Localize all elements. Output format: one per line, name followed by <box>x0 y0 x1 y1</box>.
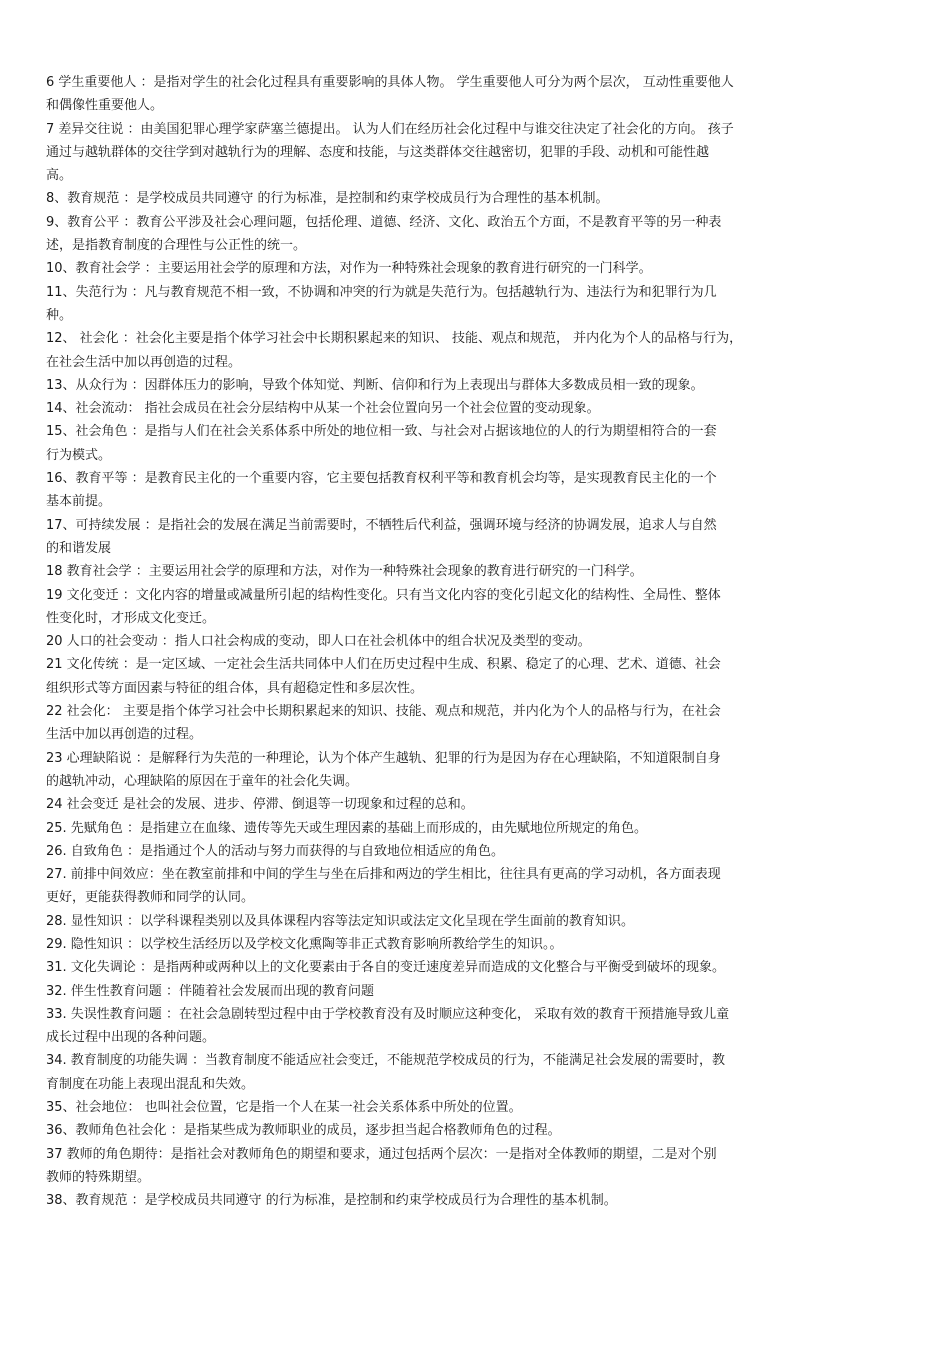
entry-line: 和偶像性重要他人。 <box>46 98 164 114</box>
definition-entry <box>46 514 910 561</box>
entry-line: 37 教师的角色期待：是指社会对教师角色的期望和要求，通过包括两个层次：一是指对全体教师的期望，二是对个别 <box>46 1146 717 1162</box>
definition-entry <box>46 211 910 258</box>
definition-entry <box>46 420 910 467</box>
entry-line: 24 社会变迁 是社会的发展、进步、停滞、倒退等一切现象和过程的总和。 <box>46 797 474 813</box>
entry-line: 在社会生活中加以再创造的过程。 <box>46 354 242 370</box>
definition-entry <box>46 817 910 840</box>
definition-entry <box>46 397 910 420</box>
entry-line: 11、失范行为 ：凡与教育规范不相一致，不协调和冲突的行为就是失范行为。包括越轨行为、违法行为和犯罪行为几 <box>46 284 717 300</box>
definition-entry <box>46 374 910 397</box>
definition-entry <box>46 910 910 933</box>
entry-line: 29. 隐性知识 ：以学校生活经历以及学校文化熏陶等非正式教育影响所教给学生的知识。。 <box>46 936 563 952</box>
definition-entry <box>46 793 910 816</box>
definition-entry <box>46 840 910 863</box>
entry-line: 更好，更能获得教师和同学的认同。 <box>46 890 255 906</box>
entry-line: 35、社会地位： 也叫社会位置，它是指一个人在某一社会关系体系中所处的位置。 <box>46 1100 522 1116</box>
entry-line: 38、教育规范 ：是学校成员共同遵守 的行为标准，是控制和约束学校成员行为合理性的基本机制。 <box>46 1193 617 1209</box>
definition-entry <box>46 1189 910 1212</box>
definition-entry <box>46 1143 910 1190</box>
entry-line: 生活中加以再创造的过程。 <box>46 727 203 743</box>
entry-line: 性变化时，才形成文化变迁。 <box>46 610 216 626</box>
entry-line: 18 教育社会学 ：主要运用社会学的原理和方法，对作为一种特殊社会现象的教育进行研究的一门科学。 <box>46 564 643 580</box>
entry-line: 20 人口的社会变动 ：指人口社会构成的变动，即人口在社会机体中的组合状况及类型的变动。 <box>46 634 591 650</box>
entry-line: 19 文化变迁 ：文化内容的增量或减量所引起的结构性变化。只有当文化内容的变化引起文化的结构性、全局性、整体 <box>46 587 721 603</box>
entry-line: 15、社会角色 ：是指与人们在社会关系体系中所处的地位相一致、与社会对占据该地位的人的行为期望相符合的一套 <box>46 424 717 440</box>
definition-entry <box>46 560 910 583</box>
entry-line: 高。 <box>46 168 73 184</box>
entry-line: 8、教育规范 ：是学校成员共同遵守 的行为标准，是控制和约束学校成员行为合理性的基本机制。 <box>46 191 609 207</box>
definition-list <box>46 71 910 1213</box>
entry-line: 17、可持续发展 ：是指社会的发展在满足当前需要时，不牺牲后代利益，强调环境与经济的协调发展，追求人与自然 <box>46 517 717 533</box>
definition-entry <box>46 700 910 747</box>
entry-line: 12、 社会化 ：社会化主要是指个体学习社会中长期积累起来的知识、 技能、观点和规范， 并内化为个人的品格与行为， <box>46 331 743 347</box>
entry-line: 行为模式。 <box>46 447 112 463</box>
definition-entry <box>46 467 910 514</box>
entry-line: 21 文化传统 ：是一定区域、一定社会生活共同体中人们在历史过程中生成、积累、稳定了的心理、艺术、道德、社会 <box>46 657 721 673</box>
definition-entry <box>46 933 910 956</box>
entry-line: 述，是指教育制度的合理性与公正性的统一。 <box>46 238 307 254</box>
entry-line: 组织形式等方面因素与特征的组合体，具有超稳定性和多层次性。 <box>46 680 424 696</box>
definition-entry <box>46 630 910 653</box>
entry-line: 7 差异交往说 ：由美国犯罪心理学家萨塞兰德提出。 认为人们在经历社会化过程中与谁交往决定了社会化的方向。 孩子 <box>46 121 734 137</box>
definition-entry <box>46 747 910 794</box>
entry-line: 16、教育平等 ：是教育民主化的一个重要内容，它主要包括教育权利平等和教育机会均等，是实现教育民主化的一个 <box>46 471 717 487</box>
entry-line: 25. 先赋角色 ：是指建立在血缘、遗传等先天或生理因素的基础上而形成的，由先赋地位所规定的角色。 <box>46 820 647 836</box>
entry-line: 36、教师角色社会化 ：是指某些成为教师职业的成员，逐步担当起合格教师角色的过程。 <box>46 1123 561 1139</box>
entry-line: 10、教育社会学 ：主要运用社会学的原理和方法，对作为一种特殊社会现象的教育进行研究的一门科学。 <box>46 261 652 277</box>
definition-entry <box>46 1049 910 1096</box>
definition-entry <box>46 187 910 210</box>
entry-line: 27. 前排中间效应：坐在教室前排和中间的学生与坐在后排和两边的学生相比，往往具有更高的学习动机，各方面表现 <box>46 867 721 883</box>
entry-line: 14、社会流动： 指社会成员在社会分层结构中从某一个社会位置向另一个社会位置的变动现象。 <box>46 401 600 417</box>
definition-entry <box>46 327 910 374</box>
definition-entry <box>46 1119 910 1142</box>
definition-entry <box>46 1096 910 1119</box>
entry-line: 基本前提。 <box>46 494 112 510</box>
entry-line: 33. 失误性教育问题 ：在社会急剧转型过程中由于学校教育没有及时顺应这种变化， 采取有效的教育干预措施导致儿童 <box>46 1006 730 1022</box>
definition-entry <box>46 1003 910 1050</box>
entry-line: 34. 教育制度的功能失调 ：当教育制度不能适应社会变迁，不能规范学校成员的行为，不能满足社会发展的需要时，教 <box>46 1053 725 1069</box>
entry-line: 9、教育公平 ：教育公平涉及社会心理问题，包括伦理、道德、经济、文化、政治五个方面，不是教育平等的另一种表 <box>46 214 722 230</box>
definition-entry <box>46 956 910 979</box>
definition-entry <box>46 863 910 910</box>
entry-line: 成长过程中出现的各种问题。 <box>46 1030 216 1046</box>
entry-line: 的越轨冲动，心理缺陷的原因在于童年的社会化失调。 <box>46 773 359 789</box>
definition-entry <box>46 980 910 1003</box>
entry-line: 种。 <box>46 307 73 323</box>
definition-entry <box>46 71 910 118</box>
definition-entry <box>46 653 910 700</box>
entry-line: 23 心理缺陷说 ：是解释行为失范的一种理论，认为个体产生越轨、犯罪的行为是因为存在心理缺陷，不知道限制自身 <box>46 750 721 766</box>
entry-line: 28. 显性知识 ：以学科课程类别以及具体课程内容等法定知识或法定文化呈现在学生面前的教育知识。 <box>46 913 634 929</box>
entry-line: 31. 文化失调论 ：是指两种或两种以上的文化要素由于各自的变迁速度差异而造成的文化整合与平衡受到破坏的现象。 <box>46 960 725 976</box>
entry-line: 22 社会化： 主要是指个体学习社会中长期积累起来的知识、技能、观点和规范，并内化为个人的品格与行为，在社会 <box>46 704 721 720</box>
entry-line: 6 学生重要他人 ：是指对学生的社会化过程具有重要影响的具体人物。 学生重要他人可分为两个层次， 互动性重要他人 <box>46 75 734 90</box>
entry-line: 13、从众行为 ：因群体压力的影响，导致个体知觉、判断、信仰和行为上表现出与群体大多数成员相一致的现象。 <box>46 377 704 393</box>
entry-line: 32. 伴生性教育问题 ：伴随着社会发展而出现的教育问题 <box>46 983 374 999</box>
entry-line: 育制度在功能上表现出混乱和失效。 <box>46 1076 255 1092</box>
entry-line: 的和谐发展 <box>46 540 112 556</box>
definition-entry <box>46 257 910 280</box>
definition-entry <box>46 584 910 631</box>
definition-entry <box>46 281 910 328</box>
entry-line: 26. 自致角色 ：是指通过个人的活动与努力而获得的与自致地位相适应的角色。 <box>46 843 504 859</box>
entry-line: 通过与越轨群体的交往学到对越轨行为的理解、态度和技能，与这类群体交往越密切，犯罪的手段、动机和可能性越 <box>46 144 710 160</box>
entry-line: 教师的特殊期望。 <box>46 1169 151 1185</box>
definition-entry <box>46 118 910 188</box>
